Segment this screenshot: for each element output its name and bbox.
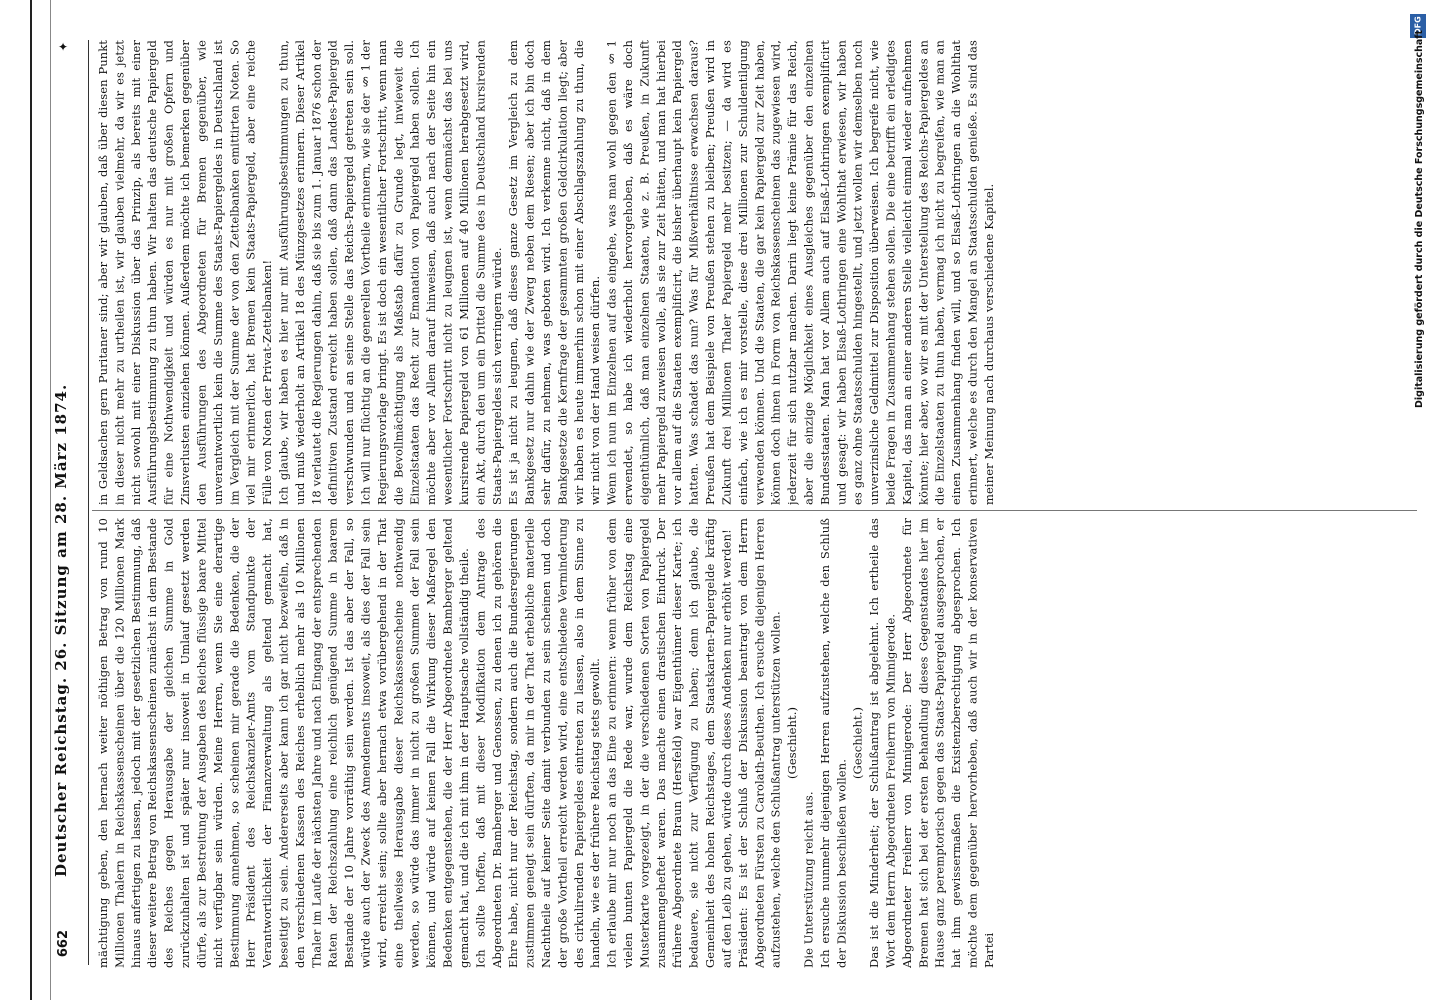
paragraph: Ich sollte hoffen, daß mit dieser Modifikation dem Antrage des Abgeordneten Dr. Bamberger und Genossen, zu denen ich zu gehören die Ehre habe, nicht nur der Reichstag, sondern auch die Bundesregierungen zustimmen geneigt sein dürften, da mir in der That erhebliche materielle Nachtheile auf keiner Seite damit verbunden zu sein scheinen und doch der große Vortheil erreicht werden wird, eine entschiedene Verminderung des cirkulirenden Papiergeldes eintreten zu lassen, also in dem Sinne zu handeln, wie es der frühere Reichstag stets gewollt. xyxy=(473,518,603,968)
scan-artifact: ✦ xyxy=(58,40,69,54)
paragraph: Präsident: Es ist der Schluß der Diskussion beantragt von dem Herrn Abgeordneten Fürsten zu Carolath-Beuthen. Ich ersuche diejenigen Herren aufzustehen, welche den Schlußantrag unterstützen wollen. xyxy=(735,518,783,968)
running-title: Deutscher Reichstag. 26. Sitzung am 28. März 1874. xyxy=(52,383,70,877)
paragraph: in Geldsachen gern Puritaner sind; aber wir glauben, daß über diesen Punkt in dieser nicht mehr zu urtheilen ist, wir glauben vielmehr, da wir es jetzt nicht sowohl mit einer Diskussion über das Prinzip, als bereits mit einer Ausführungsbestimmung zu thun haben. Wir halten das deutsche Papiergeld für eine Nothwendigkeit und würden es nur mit großen Opfern und Zinsverlusten einziehen können. Außerdem möchte ich bemerken gegenüber den Ausführungen des Abgeordneten für Bremen gegenüber, wie unverantwortlich kein die Summe des Staats-Papiergeldes in Deutschland ist im Vergleich mit der Summe der von den Zettelbanken emittirten Noten. So viel mir erinnerlich, hat Bremen kein Staats-Papiergeld, aber eine reiche Fülle von Noten der Privat-Zettelbanken! xyxy=(96,40,275,505)
page-edge-rule-inner xyxy=(50,0,51,1000)
text-column-left xyxy=(95,518,1095,968)
paragraph: mächtigung geben, den hernach weiter nöthigen Betrag von rund 10 Millionen Thalern in Reichskassenscheinen über die 120 Millionen Mark hinaus anfertigen zu lassen, jedoch mit der gesetzlichen Bestimmung, daß dieser weitere Betrag von Reichskassenscheinen zunächst in dem Bestande des Reiches gegen Herausgabe der gleichen Summe in Gold zurückzuhalten ist und später nur insoweit in Umlauf gesetzt werden dürfe, als zur Bestreitung der Ausgaben des Reiches flüssige baare Mittel nicht verfügbar sein würden. Meine Herren, wenn Sie eine derartige Bestimmung annehmen, so scheinen mir gerade die Bedenken, die der Herr Präsident des Reichskanzler-Amts vom Standpunkte der Verantwortlichkeit der Finanzverwaltung als geltend gemacht hat, beseitigt zu sein. Andererseits aber kann ich gar nicht bezweifeln, daß in den verschiedenen Kassen des Reiches erheblich mehr als 10 Millionen Thaler im Laufe der nächsten Jahre und nach Eingang der entsprechenden Raten der Reichszahlung eine reichlich genügend Summe in baarem Bestande der 10 Jahre vorräthig sein werden. Ist das aber der Fall, so würde auch der Zweck des Amendements insoweit, als dies der Fall sein wird, erreicht sein; sollte aber hernach etwa vorübergehend in der That eine theilweise Herausgabe dieser Reichskassenscheine nothwendig werden, so würde das immer in nicht zu großen Summen der Fall sein können, und würde auf keinen Fall die Wirkung dieser Maßregel den Bedenken entgegenstehen, die der Herr Abgeordnete Bamberger geltend gemacht hat, und die ich mit ihm in der Hauptsache vollständig theile. xyxy=(96,518,471,968)
paragraph: Das ist die Minderheit; der Schlußantrag ist abgelehnt. Ich ertheile das Wort dem Herrn Abgeordneten Freiherrn von Minnigerode. xyxy=(867,518,898,968)
stage-direction: (Geschieht.) xyxy=(850,706,865,780)
paragraph: Es ist ja nicht zu leugnen, daß dieses ganze Gesetz im Vergleich zu dem Bankgesetz nur dahin wie der Zwerg neben dem Riesen; aber ich bin doch sehr dafür, zu nehmen, was geboten wird. Ich verkenne nicht, daß in dem Bankgesetze die Kernfrage der gesammten großen Geldcirkulation liegt; aber wir haben es heute immerhin schon mit einer Abschlagszahlung zu thun, die wir nicht von der Hand weisen dürfen. xyxy=(506,40,603,505)
header-rule xyxy=(88,40,89,965)
paragraph: Die Unterstützung reicht aus. xyxy=(801,791,816,968)
page-number: 662 xyxy=(56,930,71,958)
paragraph: Wenn ich nun im Einzelnen auf das eingehe, was man wohl gegen den § 1 erwendet, so habe ich wiederholt hervorgehoben, daß es wäre doch eigenthümlich, daß man einzelnen Staaten, wie z. B. Preußen, in Zukunft mehr Papiergeld zuweisen wolle, als sie zur Zeit hätten, und man hat hierbei vor allem auf die Staaten exemplificirt, die bisher überhaupt kein Papiergeld hatten. Was schadet das nun? Was für Mißverhältnisse erwachsen daraus? Preußen hat dem Beispiele von Preußen stehen zu bleiben; Preußen wird in Zukunft drei Millionen Thaler Papiergeld mehr besitzen; — da wird es einfach, wie ich es mir vorstelle, diese drei Millionen zur Schuldentilgung verwenden können. Und die Staaten, die gar kein Papiergeld zur Zeit haben, können doch ihnen in Form von Reichskassenscheinen das zugewiesen wird, jederzeit für sich nutzbar machen. Darin liegt keine Prämie für das Reich, aber die einzige Möglichkeit eines Ausgleiches gegenüber den einzelnen Bundesstaaten. Man hat vor Allem auch auf Elsaß-Lothringen exemplificirt und gesagt: wir haben Elsaß-Lothringen eine Wohlthat erwiesen, wir haben es ganz ohne Staatsschulden hingestellt, und jetzt wollen wir demselben noch unverzinsliche Geldmittel zur Disposition überweisen. Ich begreife nicht, wie beide Fragen in Zusammenhang stehen sollen. Die eine betrifft ein erledigtes Kapitel, das man an einer anderen Stelle vielleicht einmal wieder aufnehmen könnte; hier aber, wo wir es mit der Unterstellung des Reichs-Papiergeldes an die Einzelstaaten zu thun haben, vermag ich nicht zu begreifen, wie man an einen Zusammenhang finden will, und so Elsaß-Lothringen an die Wohlthat erinnert, welche es durch den Mangel an Staatsschulden genieße. Es sind das meiner Meinung nach durchaus verschiedene Kapitel. xyxy=(604,40,996,505)
text-column-right xyxy=(95,40,1095,505)
paragraph: Ich glaube, wir haben es hier nur mit Ausführungsbestimmungen zu thun, und muß wiederholt an Artikel 18 des Münzgesetzes erinnern. Dieser Artikel 18 verlautet die Regierungen dahin, daß sie bis zum 1. Januar 1876 schon der definitiven Zustand erreicht haben sollen, daß dann das Landes-Papiergeld verschwunden und an seine Stelle das Reichs-Papiergeld getreten sein soll. Ich will nur flüchtig an die generellen Vortheile erinnern, wie sie der § 1 der Regierungsvorlage bringt. Es ist doch ein wesentlicher Fortschritt, wenn man die Bevollmächtigung als Maßstab dafür zu Grunde legt, inwieweit die Einzelstaaten das Recht zur Emanation von Papiergeld haben sollen. Ich möchte aber vor Allem darauf hinweisen, daß auch nach der Seite hin ein wesentlicher Fortschritt nicht zu leugnen ist, wenn demnächst das bei uns kursirende Papiergeld von 61 Millionen auf 40 Millionen herabgesetzt wird, ein Akt, durch den um ein Drittel die Summe des in Deutschland kursirenden Staats-Papiergeldes sich verringern würde. xyxy=(276,40,504,505)
column-divider xyxy=(92,510,1417,511)
paragraph: Ich erlaube mir nur noch an das Eine zu erinnern: wenn früher von dem vielen bunten Papiergeld die Rede war, wurde dem Reichstag eine Musterkarte vorgezeigt, in der die verschiedenen Sorten von Papiergeld zusammengeheftet waren. Das machte einen drastischen Eindruck. Der frühere Abgeordnete Braun (Hersfeld) war Eigenthümer dieser Karte; ich bedauere, sie nicht zur Verfügung zu haben; denn ich glaube, die Gemeinheit des hohen Reichstages, dem Staatskarten-Papiergelde kräftig auf den Leib zu gehen, würde durch dieses Andenken nur erhöht werden! xyxy=(604,518,734,968)
page-edge-rule xyxy=(30,0,32,1000)
dfg-logo: DFG xyxy=(1410,14,1426,38)
paragraph: Ich ersuche nunmehr diejenigen Herren aufzustehen, welche den Schluß der Diskussion beschließen wollen. xyxy=(817,518,849,968)
digitization-note: Digitalisierung gefördert durch die Deutsche Forschungsgemeinschaft xyxy=(1414,30,1425,408)
stage-direction: (Geschieht.) xyxy=(785,706,800,780)
paragraph: Abgeordneter Freiherr von Minnigerode: Der Herr Abgeordnete für Bremen hat sich bei der ersten Behandlung dieses Gegenstandes hier im Hause ganz peremptorisch gegen das Staats-Papiergeld ausgesprochen, er hat ihm gewissermaßen die Existenzberechtigung abgesprochen. Ich möchte dem gegenüber hervorheben, daß auch wir in der konservativen Partei xyxy=(899,518,996,968)
